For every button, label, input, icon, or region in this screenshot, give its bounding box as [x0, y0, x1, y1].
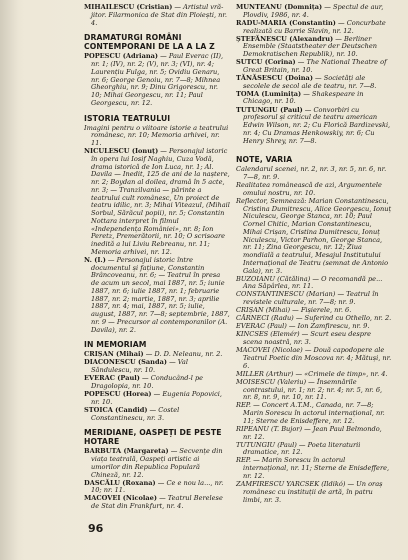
entry-author: SUTCU (Corina)	[236, 58, 296, 67]
note-item	[236, 442, 392, 458]
note-item	[236, 379, 392, 402]
entry-details: — Shakespeare in Chicago, nr. 10.	[243, 89, 364, 106]
entry-author: N. (I.)	[84, 255, 106, 264]
entry-details: — Spectul de aur, Plovdiv, 1986, nr. 4.	[243, 3, 384, 19]
index-entry	[84, 125, 230, 148]
entry-author: MILLER (Arthur)	[236, 369, 294, 378]
page-gutter-shadow	[0, 0, 18, 560]
section-heading: MERIDIANE, OASPEȚI DE PESTE HOTARE	[84, 428, 222, 447]
entry-details: Reflector, Semnează: Marian Constantinescu, Cristina Dumitrescu, Alice Georgescu, Ionuț Niculescu, George Stanca, nr. 10; Paul Cornel Chitic, Marian Constantinescu, Mihai Crișan, Cristina Dumitrescu, Ionuț Niculescu, Victor Parhon, George Stanca, nr. 11; Zina Georgescu, nr. 12; Ziua mondială a teatrului, Mesajul Institutului Internațional de Teatru (semnat de Antonio Gala), nr. 3.	[236, 196, 392, 275]
right-column	[236, 4, 392, 505]
entry-author: CRIȘAN (Mihai)	[236, 306, 291, 315]
entry-author: ȘTEFĂNESCU (Alexandru)	[236, 34, 334, 43]
entry-details: Realitatea românească de azi, Argumentele omului nostru, nr. 10.	[236, 181, 382, 197]
entry-author: EVERAC (Paul)	[84, 374, 140, 383]
entry-author: MACOVEI (Nicolae)	[84, 494, 157, 503]
note-item	[236, 402, 392, 425]
entry-author: MACOVEI (Nicolae)	[236, 346, 303, 355]
note-item	[236, 166, 392, 182]
index-entry	[84, 53, 230, 107]
entry-details: — Artistul vră-jitor. Filarmonica de Stat din Ploiești, nr. 4.	[91, 3, 227, 27]
index-entry	[236, 107, 392, 146]
entry-author: TĂNĂSESCU (Doina)	[236, 73, 313, 82]
entry-details: — Concert A.T.M., Canada, nr. 7—8; Marin Sorescu în actorul internațional, nr. 11; Sterne de Enisdeffere, nr. 12.	[243, 401, 385, 425]
index-entry	[236, 91, 392, 107]
entry-author: BUZOIANU (Cătălina)	[236, 274, 311, 283]
entry-author: DIACONESCU (Sanda)	[84, 358, 167, 367]
entry-author: STOICA (Candid)	[84, 405, 148, 414]
entry-details: — Suferind cu Othello, nr. 2.	[293, 314, 392, 323]
index-entry	[236, 75, 392, 91]
section-heading: IN MEMORIAM	[84, 340, 147, 350]
entry-details: — Eugenia Popovici, nr. 10.	[91, 389, 222, 406]
index-entry	[84, 359, 230, 375]
entry-details: — Jean Paul Belmondo, nr. 12.	[243, 424, 382, 441]
note-item	[236, 426, 392, 442]
left-column	[84, 4, 230, 511]
entry-author: MIHAILESCU (Cristian)	[84, 3, 173, 11]
index-entry	[84, 495, 230, 511]
entry-details: — Teatrul în revistele culturale, nr. 7—8; nr. 9.	[243, 290, 379, 307]
note-item	[236, 481, 392, 504]
index-entry	[84, 375, 230, 391]
entry-author: POPESCU (Horea)	[84, 389, 152, 398]
entry-details: — Concurbate realizată cu Barrie Slavin, nr. 12.	[243, 18, 386, 35]
entry-details: — Marin Sorescu în actorul internațional, nr. 11; Sterne de Enisdeffere, nr. 12.	[243, 456, 390, 480]
entry-details: — Însemnările contrastului, nr. 1; nr. 2; nr. 4; nr. 5, nr. 6, nr. 8, nr. 9, nr. 10, nr. 11.	[243, 377, 383, 402]
index-entry	[84, 148, 230, 257]
section-heading: NOTE, VARIA	[236, 155, 293, 165]
index-entry	[84, 407, 230, 423]
index-entry	[84, 480, 230, 496]
section-heading: ISTORIA TEATRULUI	[84, 113, 171, 123]
entry-author: CĂRNECI (Radu)	[236, 314, 294, 323]
entry-details: — The National Theatre of Great Britain, nr. 10.	[243, 58, 387, 74]
entry-details: — Societăți ale secolele de secol ale de teatru, nr. 7—8.	[243, 73, 377, 90]
entry-details: — O recomandă pe... Ana Săpârlea, nr. 11.	[243, 274, 383, 291]
entry-details: — Fișierele, nr. 6.	[290, 306, 352, 315]
entry-details: — Ce e nou la..., nr. 10; nr. 11.	[91, 478, 224, 495]
entry-author: CONSTANTINESCU (Marian)	[236, 290, 336, 299]
index-entry	[84, 391, 230, 407]
entry-author: TOMA (Luminița)	[236, 89, 302, 98]
note-item	[236, 291, 392, 307]
entry-details: — Scurt eseu despre scena noastră, nr. 3.	[243, 330, 372, 347]
entry-details: — Personajul istoric în opera lui Iosif Naghiu, Cuza Vodă, drama istorică de Ion Luca, nr. 1; Al. Davila — Inedit, 125 de ani de la naștere, nr. 2; Boydan al doilea, dramă în 5 acte, nr. 3; — Tranzilvania — părinte a teatrului cult românesc, Un proiect de teatru idilic, nr. 3; Mihai Viteazul, (Mihail Sorbul, Sărăcul popii), nr. 5; Constantin Nottara interpret în filmul «Independența României», nr. 8; Ion Peretz, Premerătorii, nr. 10; O scrisoare inedită a lui Liviu Rebreanu, nr. 11; Memoria arhivei, nr. 12.	[91, 147, 230, 256]
page-number: 96	[88, 522, 104, 535]
entry-details: — Două capodopere ale Teatrul Poetic din Moscova nr. 4; Mătuși, nr. 6.	[243, 346, 392, 370]
entry-details: Imagini pentru o viitoare istorie a teatrului românesc, nr. 10; Memoria arhivei, nr. 11.	[84, 123, 229, 147]
entry-details: — Berliner Ensemble (Staatstheater der Deutschen Demokratischen Republik), nr. 10.	[243, 34, 378, 59]
entry-author: BARBUTA (Margareta)	[84, 447, 169, 456]
entry-author: REP.	[236, 401, 251, 410]
section-heading: DRAMATURGI ROMÂNI CONTEMPORANI DE LA A LA Z	[84, 33, 215, 52]
entry-details: — Costel Constantinescu, nr. 3.	[91, 405, 180, 422]
index-entry	[236, 4, 392, 20]
index-entry	[236, 59, 392, 75]
note-item	[236, 276, 392, 292]
index-entry	[236, 36, 392, 59]
note-item	[236, 457, 392, 480]
entry-author: NICULESCU (Ionuț)	[84, 147, 159, 156]
entry-details: — Personajul istoric între documentul și fațiune, Constantin Brâncoveanu, nr. 6; — Teatrul în presa de acum un secol, mai 1887, nr. 5; iunie 1887, nr. 6; iulie 1887, nr. 1; februarie 1887, nr. 2; martie, 1887, nr. 3; aprilie 1887, nr. 4; mai, 1887, nr. 5; iulie, august, 1887, nr. 7—8; septembrie, 1887, nr. 9 — Precursor al contemporanilor (A. Davila), nr. 2.	[91, 255, 230, 334]
entry-author: MOISESCU (Valeriu)	[236, 377, 307, 386]
entry-author: RADU-MARIA (Constantin)	[236, 18, 336, 27]
entry-details: — «Crimele de timp», nr. 4.	[293, 369, 388, 378]
entry-details: — Convorbiri cu profesorul și criticul de teatru american Edwin Wilson, nr. 2; Cu Florică Bardizevski, nr. 4; Cu Dramas Henkowskiy, nr. 6; Cu Henry Shrey, nr. 7—8.	[243, 105, 391, 145]
note-item	[236, 198, 392, 276]
entry-details: — Conducând-l pe Dragolopia, nr. 10.	[91, 374, 204, 390]
entry-details: Calendarul scenei, nr. 2, nr. 3, nr. 5, nr. 6, nr. 7—8, nr. 9.	[236, 165, 387, 182]
entry-author: DASCĂLU (Roxana)	[84, 478, 156, 487]
entry-details: — Val Săndulescu, nr. 10.	[91, 358, 188, 375]
entry-details: — Paul Everac (II), nr. 1; (IV), nr. 2; (V), nr. 3; (VI), nr. 4; Laurențiu Fulga, nr. 5; Ovidiu Genaru, nr. 6; George Genoiu, nr. 7—8; Mihnea Gheorghiu, nr. 9; Dinu Grigorescu, nr. 10; Mihai Georgescu, nr. 11; Paul Georgescu, nr. 12.	[91, 52, 224, 107]
index-entry	[84, 448, 230, 479]
entry-author: RIPEANU (T. Bujor)	[236, 424, 303, 433]
index-entry	[236, 20, 392, 36]
index-entry	[84, 257, 230, 335]
entry-author: TUTUNGIU (Paul)	[236, 440, 297, 449]
note-item	[236, 331, 392, 347]
note-item	[236, 347, 392, 370]
note-item	[236, 182, 392, 198]
entry-author: CRIȘAN (Mihai)	[84, 350, 144, 359]
entry-author: KINCSES (Elemér)	[236, 330, 300, 339]
entry-details: — Un oraș românesc cu instituții de artă, în patru limbi, nr. 3.	[243, 480, 383, 504]
entry-author: MUNTEANU (Domnița)	[236, 3, 323, 11]
entry-details: — Secvențe din viața teatrală, Oaspeți artistic ai umorilor din Republica Populară Chineză, nr. 12.	[91, 447, 223, 479]
entry-author: EVERAC (Paul)	[236, 322, 287, 331]
entry-author: TUTUNGIU (Paul)	[236, 105, 303, 114]
entry-author: REP.	[236, 456, 251, 465]
index-entry	[84, 4, 230, 27]
entry-details: — Teatrul Berelese de Stat din Frankfurt, nr. 4.	[91, 494, 223, 511]
entry-author: ZAMFIRESCU YARCSEK (Ildikó)	[236, 480, 346, 489]
entry-details: — D. D. Neleanu, nr. 2.	[143, 350, 223, 359]
entry-details: — Poeta literaturii dramatice, nr. 12.	[243, 440, 361, 457]
entry-details: — Ion Zamfirescu, nr. 9.	[286, 322, 370, 331]
entry-author: POPESCU (Adriana)	[84, 52, 159, 61]
